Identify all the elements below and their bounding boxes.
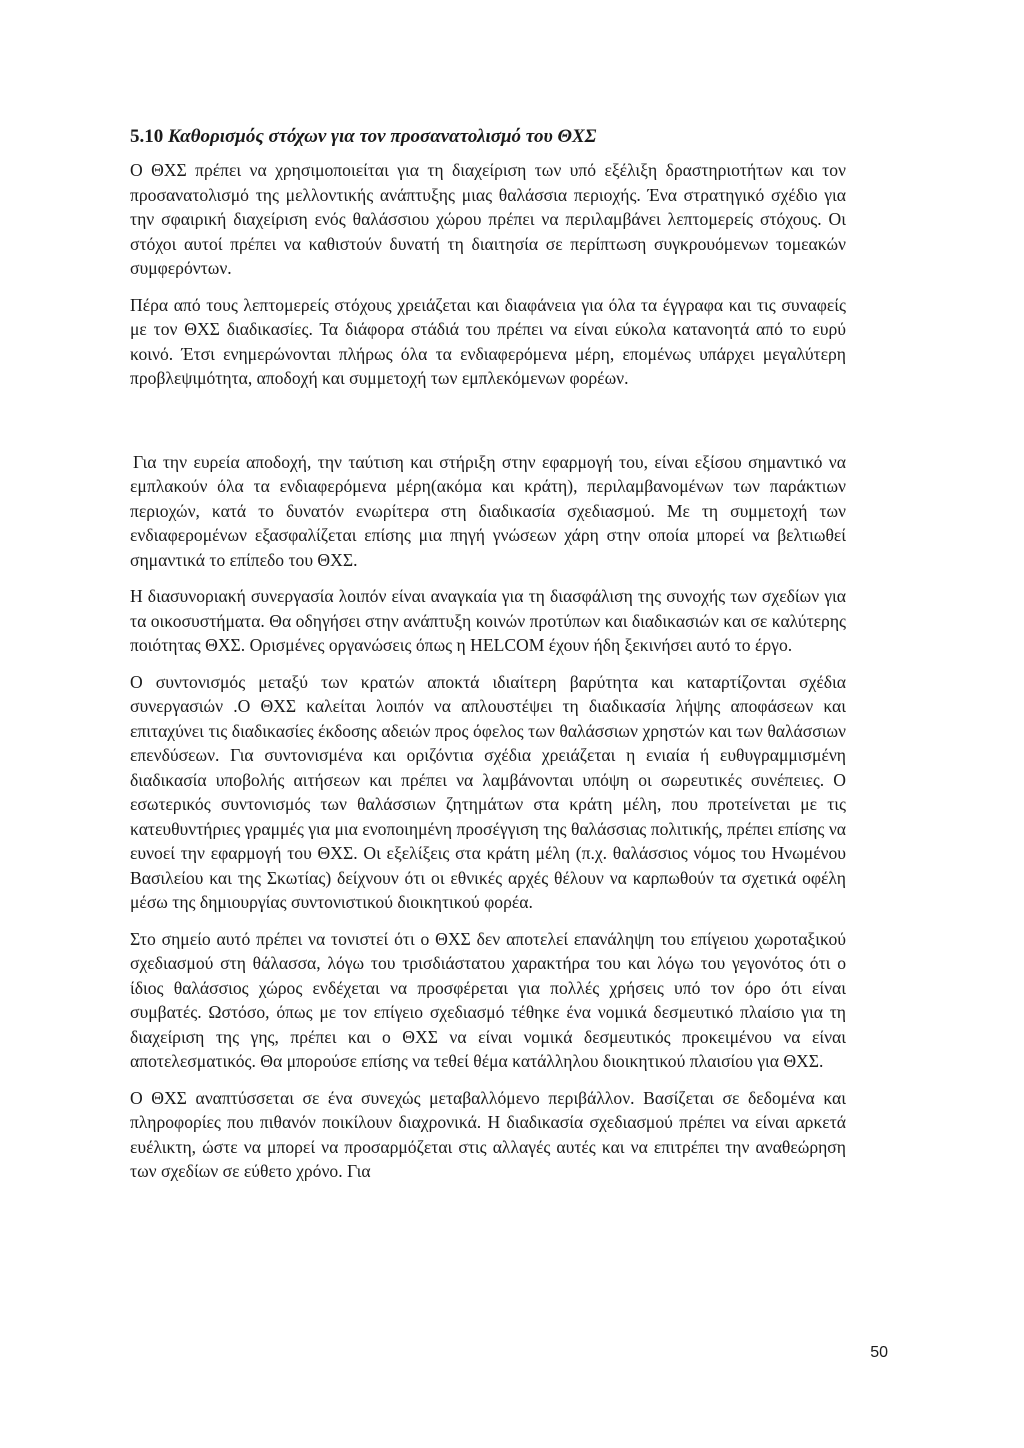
paragraph-6: Στο σημείο αυτό πρέπει να τονιστεί ότι ο ΘΧΣ δεν αποτελεί επανάληψη του επίγειου χωροταξικού σχεδιασμού στη θάλασσα, λόγω του τρισδιάστατου χαρακτήρα του και λόγω του γεγονότος ότι ο ίδιος θαλάσσιος χώρος ενδέχεται να προσφέρεται για πολλές χρήσεις υπό τον όρο ότι είναι συμβατές. Ωστόσο, όπως με τον επίγειο σχεδιασμό τέθηκε ένα νομικά δεσμευτικό πλαίσιο για τη διαχείριση της γης, πρέπει και ο ΘΧΣ να είναι νομικά δεσμευτικός προκειμένου να είναι αποτελεσματικός. Θα μπορούσε επίσης να τεθεί θέμα κατάλληλου διοικητικού πλαισίου για ΘΧΣ. [130, 928, 846, 1071]
paragraph-4: Η διασυνοριακή συνεργασία λοιπόν είναι αναγκαία για τη διασφάλιση της συνοχής των σχεδίων για τα οικοσυστήματα. Θα οδηγήσει στην ανάπτυξη κοινών προτύπων και διαδικασιών και σε καλύτερης ποιότητας ΘΧΣ. Ορισμένες οργανώσεις όπως η HELCOM έχουν ήδη ξεκινήσει αυτό το έργο. [130, 586, 846, 655]
document-page [130, 124, 846, 1184]
section-number: 5.10 [130, 126, 164, 147]
paragraph-3: Για την ευρεία αποδοχή, την ταύτιση και στήριξη στην εφαρμογή του, είναι εξίσου σημαντικό να εμπλακούν όλα τα ενδιαφερόμενα μέρη(ακόμα και κράτη), περιλαμβανομένων των παράκτιων περιοχών, κατά το δυνατόν ενωρίτερα στη διαδικασία σχεδιασμού. Με τη συμμετοχή των ενδιαφερομένων εξασφαλίζεται επίσης μια πηγή γνώσεων χάρη στην οποία μπορεί να βελτιωθεί σημαντικά το επίπεδο του ΘΧΣ. [130, 451, 846, 570]
paragraph-7: Ο ΘΧΣ αναπτύσσεται σε ένα συνεχώς μεταβαλλόμενο περιβάλλον. Βασίζεται σε δεδομένα και πληροφορίες που πιθανόν ποικίλουν διαχρονικά. Η διαδικασία σχεδιασμού πρέπει να είναι αρκετά ευέλικτη, ώστε να μπορεί να προσαρμόζεται στις αλλαγές αυτές και να επιτρέπει την αναθεώρηση των σχεδίων σε εύθετο χρόνο. Για [130, 1087, 846, 1181]
page-number: 50 [870, 1344, 888, 1361]
paragraph-5: Ο συντονισμός μεταξύ των κρατών αποκτά ιδιαίτερη βαρύτητα και καταρτίζονται σχέδια συνεργασιών .Ο ΘΧΣ καλείται λοιπόν να απλουστέψει τη διαδικασία λήψης αποφάσεων και επιταχύνει τις διαδικασίες έκδοσης αδειών προς όφελος των θαλάσσιων χρηστών και των θαλάσσιων επενδύσεων. Για συντονισμένα και οριζόντια σχέδια χρειάζεται η ενιαία ή ευθυγραμμισμένη διαδικασία υποβολής αιτήσεων και πρέπει να λαμβάνονται υπόψη οι σωρευτικές συνέπειες. Ο εσωτερικός συντονισμός των θαλάσσιων ζητημάτων στα κράτη μέλη, που προτείνεται με τις κατευθυντήριες γραμμές για μια ενοποιημένη προσέγγιση της θαλάσσιας πολιτικής, πρέπει επίσης να ευνοεί την εφαρμογή του ΘΧΣ. Οι εξελίξεις στα κράτη μέλη (π.χ. θαλάσσιος νόμος του Ηνωμένου Βασιλείου και της Σκωτίας) δείχνουν ότι οι εθνικές αρχές θέλουν να καρπωθούν τα σχετικά οφέλη μέσω της δημιουργίας συντονιστικού διοικητικού φορέα. [130, 671, 846, 912]
section-heading [130, 124, 846, 150]
section-title: Καθορισμός στόχων για τον προσανατολισμό του ΘΧΣ [168, 126, 597, 147]
paragraph-2: Πέρα από τους λεπτομερείς στόχους χρειάζεται και διαφάνεια για όλα τα έγγραφα και τις συναφείς με τον ΘΧΣ διαδικασίες. Τα διάφορα στάδιά του πρέπει να είναι εύκολα κατανοητά από το ευρύ κοινό. Έτσι ενημερώνονται πλήρως όλα τα ενδιαφερόμενα μέρη, επομένως υπάρχει μεγαλύτερη προβλεψιμότητα, αποδοχή και συμμετοχή των εμπλεκόμενων φορέων. [130, 294, 846, 388]
paragraph-1: Ο ΘΧΣ πρέπει να χρησιμοποιείται για τη διαχείριση των υπό εξέλιξη δραστηριοτήτων και τον προσανατολισμό της μελλοντικής ανάπτυξης μιας θαλάσσια περιοχής. Ένα στρατηγικό σχέδιο για την σφαιρική διαχείριση ενός θαλάσσιου χώρου πρέπει να περιλαμβάνει λεπτομερείς στόχους. Οι στόχοι αυτοί πρέπει να καθιστούν δυνατή τη διαιτησία σε περίπτωση συγκρουόμενων τομεακών συμφερόντων. [130, 160, 846, 278]
